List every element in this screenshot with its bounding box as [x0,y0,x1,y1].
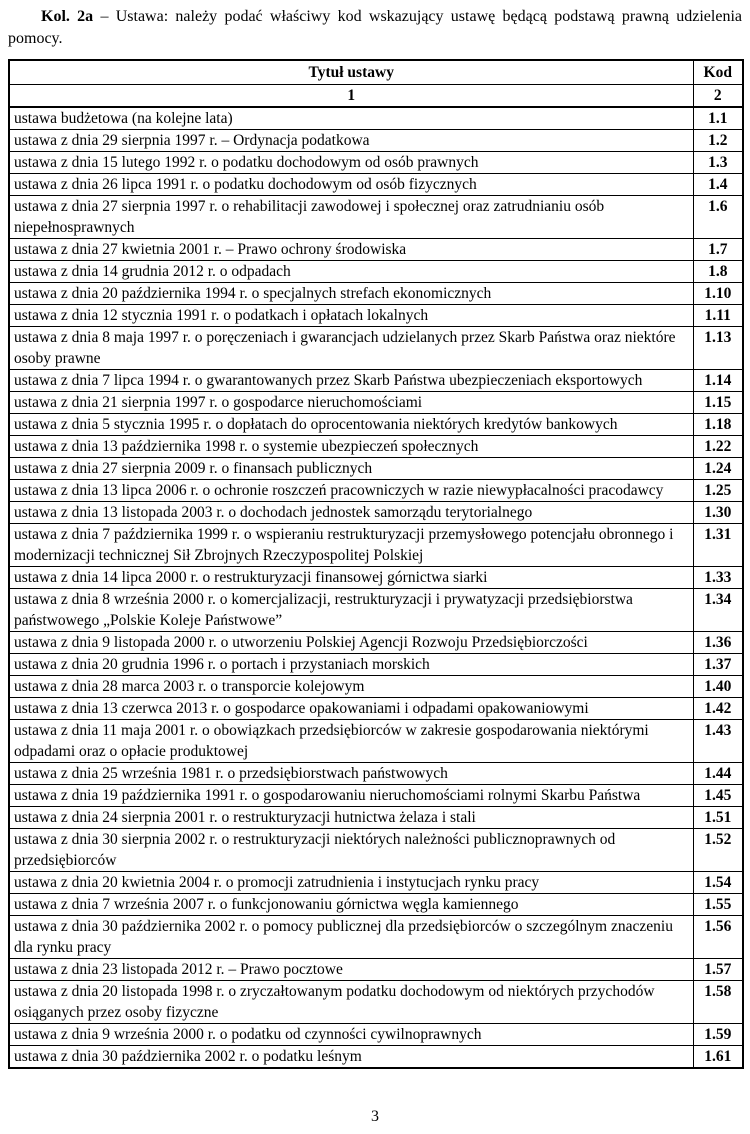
law-code: 1.10 [693,283,743,305]
column-header-code: Kod [693,60,743,85]
table-row [9,676,743,698]
law-code: 1.55 [693,894,743,916]
page-number: 3 [371,1108,379,1125]
law-table-body [9,107,743,1068]
table-row [9,152,743,174]
law-code: 1.33 [693,567,743,589]
table-row [9,458,743,480]
law-title: ustawa z dnia 20 listopada 1998 r. o zryczałtowanym podatku dochodowym od niektórych przychodów osiąganych przez osoby fizyczne [9,981,693,1024]
column-number-2: 2 [693,85,743,108]
law-title: ustawa z dnia 7 lipca 1994 r. o gwarantowanych przez Skarb Państwa ubezpieczeniach eksportowych [9,370,693,392]
table-row [9,632,743,654]
table-row [9,698,743,720]
law-title: ustawa budżetowa (na kolejne lata) [9,107,693,130]
column-number-1: 1 [9,85,693,108]
law-title: ustawa z dnia 25 września 1981 r. o przedsiębiorstwach państwowych [9,763,693,785]
law-code: 1.40 [693,676,743,698]
law-code: 1.45 [693,785,743,807]
law-code: 1.44 [693,763,743,785]
table-row [9,1024,743,1046]
law-title: ustawa z dnia 13 lipca 2006 r. o ochronie roszczeń pracowniczych w razie niewypłacalności pracodawcy [9,480,693,502]
law-code: 1.18 [693,414,743,436]
law-title: ustawa z dnia 21 sierpnia 1997 r. o gospodarce nieruchomościami [9,392,693,414]
law-title: ustawa z dnia 29 sierpnia 1997 r. – Ordynacja podatkowa [9,130,693,152]
law-title: ustawa z dnia 27 kwietnia 2001 r. – Prawo ochrony środowiska [9,239,693,261]
table-row [9,130,743,152]
table-row [9,305,743,327]
law-code: 1.61 [693,1046,743,1069]
law-code: 1.36 [693,632,743,654]
law-title: ustawa z dnia 14 lipca 2000 r. o restrukturyzacji finansowej górnictwa siarki [9,567,693,589]
law-title: ustawa z dnia 20 kwietnia 2004 r. o promocji zatrudnienia i instytucjach rynku pracy [9,872,693,894]
table-header-row [9,60,743,85]
table-column-number-row [9,85,743,108]
law-code: 1.52 [693,829,743,872]
law-code: 1.31 [693,524,743,567]
law-code: 1.13 [693,327,743,370]
table-row [9,567,743,589]
law-title: ustawa z dnia 13 listopada 2003 r. o dochodach jednostek samorządu terytorialnego [9,502,693,524]
law-title: ustawa z dnia 9 listopada 2000 r. o utworzeniu Polskiej Agencji Rozwoju Przedsiębiorczości [9,632,693,654]
law-codes-table [8,59,744,1069]
law-title: ustawa z dnia 20 grudnia 1996 r. o portach i przystaniach morskich [9,654,693,676]
table-row [9,654,743,676]
law-title: ustawa z dnia 24 sierpnia 2001 r. o restrukturyzacji hutnictwa żelaza i stali [9,807,693,829]
table-row [9,807,743,829]
law-code: 1.51 [693,807,743,829]
law-title: ustawa z dnia 30 października 2002 r. o pomocy publicznej dla przedsiębiorców o szczególnym znaczeniu dla rynku pracy [9,916,693,959]
law-title: ustawa z dnia 7 października 1999 r. o wspieraniu restrukturyzacji przemysłowego potencjału obronnego i modernizacji technicznej Sił Zbrojnych Rzeczypospolitej Polskiej [9,524,693,567]
law-title: ustawa z dnia 28 marca 2003 r. o transporcie kolejowym [9,676,693,698]
table-row [9,959,743,981]
law-code: 1.22 [693,436,743,458]
law-title: ustawa z dnia 13 czerwca 2013 r. o gospodarce opakowaniami i odpadami opakowaniowymi [9,698,693,720]
table-row [9,829,743,872]
law-code: 1.42 [693,698,743,720]
law-code: 1.25 [693,480,743,502]
table-row [9,327,743,370]
law-title: ustawa z dnia 20 października 1994 r. o specjalnych strefach ekonomicznych [9,283,693,305]
table-row [9,370,743,392]
law-title: ustawa z dnia 23 listopada 2012 r. – Prawo pocztowe [9,959,693,981]
table-row [9,480,743,502]
table-row [9,436,743,458]
law-title: ustawa z dnia 14 grudnia 2012 r. o odpadach [9,261,693,283]
law-title: ustawa z dnia 15 lutego 1992 r. o podatku dochodowym od osób prawnych [9,152,693,174]
law-title: ustawa z dnia 11 maja 2001 r. o obowiązkach przedsiębiorców w zakresie gospodarowania niektórymi odpadami oraz o opłacie produktowej [9,720,693,763]
law-code: 1.54 [693,872,743,894]
table-row [9,239,743,261]
law-title: ustawa z dnia 5 stycznia 1995 r. o dopłatach do oprocentowania niektórych kredytów bankowych [9,414,693,436]
table-row [9,981,743,1024]
table-row [9,524,743,567]
table-row [9,107,743,130]
law-code: 1.6 [693,196,743,239]
law-title: ustawa z dnia 7 września 2007 r. o funkcjonowaniu górnictwa węgla kamiennego [9,894,693,916]
law-title: ustawa z dnia 9 września 2000 r. o podatku od czynności cywilnoprawnych [9,1024,693,1046]
table-row [9,414,743,436]
table-row [9,763,743,785]
law-title: ustawa z dnia 8 maja 1997 r. o poręczeniach i gwarancjach udzielanych przez Skarb Państwa oraz niektóre osoby prawne [9,327,693,370]
law-code: 1.4 [693,174,743,196]
table-row [9,392,743,414]
table-row [9,196,743,239]
table-row [9,720,743,763]
law-code: 1.3 [693,152,743,174]
law-code: 1.37 [693,654,743,676]
intro-paragraph [8,6,742,50]
law-title: ustawa z dnia 30 sierpnia 2002 r. o restrukturyzacji niektórych należności publicznoprawnych od przedsiębiorców [9,829,693,872]
law-code: 1.43 [693,720,743,763]
law-title: ustawa z dnia 8 września 2000 r. o komercjalizacji, restrukturyzacji i prywatyzacji przedsiębiorstwa państwowego „Polskie Koleje Państwowe” [9,589,693,632]
law-code: 1.58 [693,981,743,1024]
law-code: 1.34 [693,589,743,632]
intro-column-label: Kol. 2a [41,8,94,25]
column-header-title: Tytuł ustawy [9,60,693,85]
intro-text: – Ustawa: należy podać właściwy kod wskazujący ustawę będącą podstawą prawną udzielenia pomocy. [8,8,742,47]
table-row [9,283,743,305]
table-row [9,916,743,959]
law-title: ustawa z dnia 27 sierpnia 2009 r. o finansach publicznych [9,458,693,480]
table-row [9,261,743,283]
law-code: 1.1 [693,107,743,130]
table-row [9,174,743,196]
law-title: ustawa z dnia 13 października 1998 r. o systemie ubezpieczeń społecznych [9,436,693,458]
law-code: 1.30 [693,502,743,524]
law-title: ustawa z dnia 27 sierpnia 1997 r. o rehabilitacji zawodowej i społecznej oraz zatrudnianiu osób niepełnosprawnych [9,196,693,239]
law-title: ustawa z dnia 12 stycznia 1991 r. o podatkach i opłatach lokalnych [9,305,693,327]
law-code: 1.15 [693,392,743,414]
table-row [9,894,743,916]
law-code: 1.14 [693,370,743,392]
law-code: 1.56 [693,916,743,959]
law-title: ustawa z dnia 19 października 1991 r. o gospodarowaniu nieruchomościami rolnymi Skarbu Państwa [9,785,693,807]
table-row [9,1046,743,1069]
table-row [9,589,743,632]
table-row [9,785,743,807]
table-row [9,872,743,894]
table-row [9,502,743,524]
law-code: 1.11 [693,305,743,327]
law-code: 1.57 [693,959,743,981]
law-title: ustawa z dnia 30 października 2002 r. o podatku leśnym [9,1046,693,1069]
law-title: ustawa z dnia 26 lipca 1991 r. o podatku dochodowym od osób fizycznych [9,174,693,196]
law-code: 1.59 [693,1024,743,1046]
law-code: 1.24 [693,458,743,480]
law-code: 1.8 [693,261,743,283]
law-code: 1.2 [693,130,743,152]
law-code: 1.7 [693,239,743,261]
